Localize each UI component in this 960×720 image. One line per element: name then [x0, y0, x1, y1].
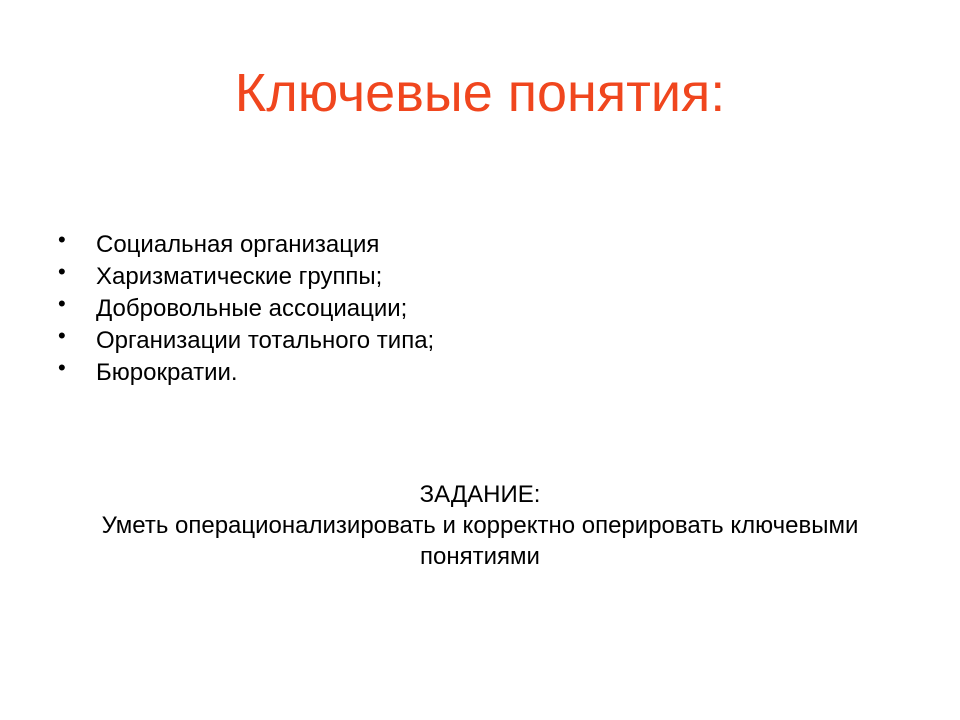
bullet-icon: •	[58, 323, 66, 348]
list-item-label: Организации тотального типа;	[96, 327, 435, 354]
task-text-line-2: понятиями	[420, 543, 540, 570]
list-item	[58, 229, 434, 261]
bullet-icon: •	[58, 259, 66, 284]
list-item	[58, 357, 434, 389]
task-text-line-1: Уметь операционализировать и корректно оперировать ключевыми	[101, 512, 859, 539]
list-item	[58, 293, 434, 325]
list-item-label: Харизматические группы;	[96, 263, 383, 290]
list-item	[58, 325, 434, 357]
list-item-label: Бюрократии.	[96, 359, 238, 386]
task-heading: ЗАДАНИЕ:	[419, 481, 541, 508]
bullet-icon: •	[58, 355, 66, 380]
list-item-label: Добровольные ассоциации;	[96, 295, 408, 322]
task-block	[0, 479, 960, 572]
list-item-label: Социальная организация	[96, 231, 380, 258]
key-concepts-list	[58, 229, 434, 389]
slide-title: Ключевые понятия:	[234, 63, 726, 123]
bullet-icon: •	[58, 227, 66, 252]
bullet-icon: •	[58, 291, 66, 316]
list-item	[58, 261, 434, 293]
